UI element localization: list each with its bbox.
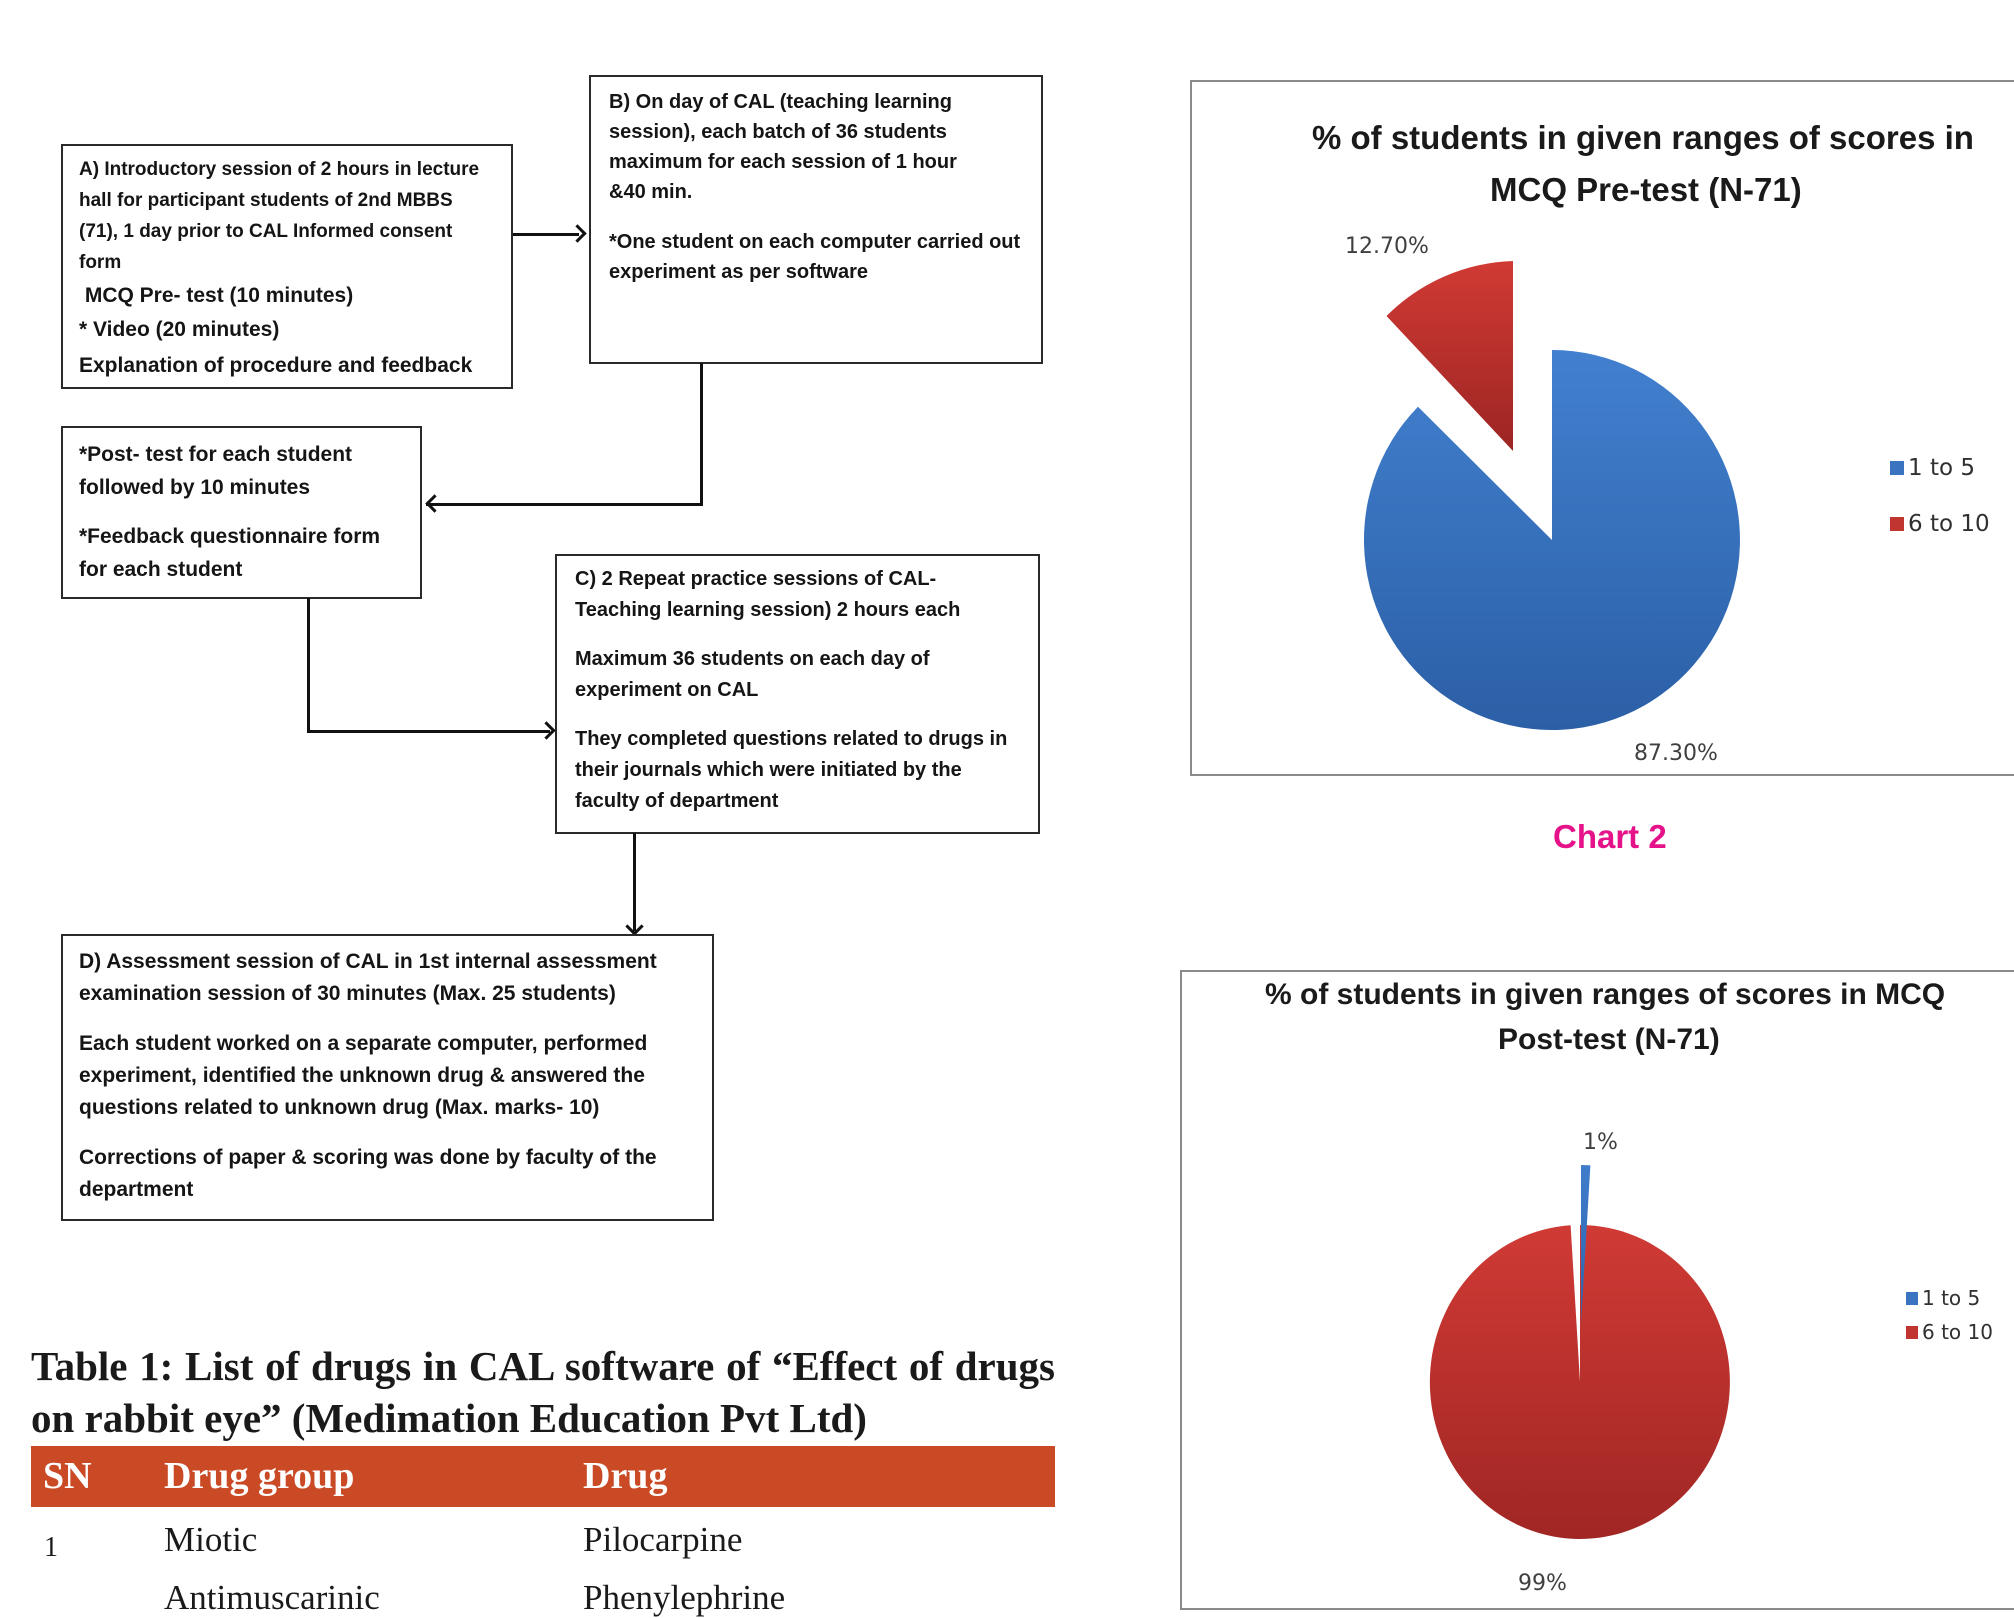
legend-swatch-blue-icon [1906,1292,1918,1305]
table-header-drug: Drug [583,1455,668,1497]
table-title: Table 1: List of drugs in CAL software of “Effect of drugs on rabbit eye” (Medimation Education Pvt Ltd) [31,1343,1055,1441]
legend-label: 1 to 5 [1922,1286,1981,1310]
table-cell-sn: 1 [44,1532,58,1563]
legend-label: 1 to 5 [1908,455,1975,481]
post-box-paragraph: *Post- test for each student followed by 10 minutes [79,443,353,499]
connector-c-to-d [633,833,636,931]
box-b-paragraph: *One student on each computer carried out experiment as per software [609,231,1021,283]
chart-posttest-legend-item-1-to-5 [1906,1286,1980,1310]
table-cell-group: Antimuscarinic [164,1578,380,1617]
box-c-paragraph: C) 2 Repeat practice sessions of CAL- Teaching learning session) 2 hours each [575,568,961,621]
connector-b-down [700,363,703,506]
box-d-paragraph: Each student worked on a separate computer, performed experiment, identified the unknown drug & answered the questions related to unknown drug (Max. marks- 10) [79,1032,648,1119]
box-a-line: hall for participant students of 2nd MBBS [79,190,453,211]
arrowhead-down-icon [625,917,643,935]
connector-post-down [307,598,310,733]
table-cell-drug: Pilocarpine [583,1520,743,1559]
legend-swatch-blue-icon [1890,461,1904,475]
chart-posttest-title-line1: % of students in given ranges of scores in MCQ [1265,978,1946,1011]
flow-box-c-repeat-practice [555,554,1040,834]
chart-pretest-title-line1: % of students in given ranges of scores in [1312,119,1974,156]
legend-label: 6 to 10 [1922,1320,1993,1344]
chart-posttest-title-line2: Post-test (N-71) [1498,1023,1720,1056]
connector-b-to-post [426,503,703,506]
chart-posttest-pie [1380,1160,1760,1560]
chart-pretest-title [1190,112,2014,216]
box-c-paragraph: Maximum 36 students on each day of experiment on CAL [575,648,930,701]
chart-caption: Chart 2 [1553,818,1667,855]
chart-pretest-legend-item-6-to-10 [1890,511,1990,537]
table-header-drug-group: Drug group [164,1455,355,1497]
post-box-paragraph: *Feedback questionnaire form for each student [79,525,381,581]
legend-swatch-red-icon [1906,1326,1918,1339]
table-header-row [31,1446,1055,1507]
table-header-sn: SN [43,1455,92,1497]
table-cell-drug: Phenylephrine [583,1578,786,1617]
arrowhead-right-icon [537,721,555,739]
box-d-paragraph: D) Assessment session of CAL in 1st internal assessment examination session of 30 minutes (Max. 25 students) [79,950,657,1005]
chart-posttest-title [1180,972,2014,1062]
connector-post-to-c [307,730,550,733]
arrowhead-left-icon [425,494,443,512]
pie-slice-6-to-10 [1430,1225,1730,1539]
box-a-line: * Video (20 minutes) [79,318,280,341]
chart-pretest-label-6-to-10: 12.70% [1345,234,1429,259]
box-a-line: (71), 1 day prior to CAL Informed consent [79,221,453,242]
box-b-paragraph: B) On day of CAL (teaching learning session), each batch of 36 students maximum for each session of 1 hour &40 min. [609,91,957,203]
box-a-line: MCQ Pre- test (10 minutes) [79,284,354,307]
flow-box-a-introductory-session [61,144,513,389]
chart-posttest-label-6-to-10: 99% [1518,1571,1567,1596]
box-a-line: A) Introductory session of 2 hours in lecture [79,159,480,180]
flow-box-b-cal-day [589,75,1043,364]
legend-swatch-red-icon [1890,517,1904,531]
chart-posttest-legend-item-6-to-10 [1906,1320,1993,1344]
arrowhead-right-icon [568,224,586,242]
table-cell-group: Miotic [164,1520,258,1559]
pie-slice-1-to-5 [1364,350,1740,730]
box-d-paragraph: Corrections of paper & scoring was done by faculty of the department [79,1146,657,1201]
flow-box-post-test [61,426,422,599]
legend-label: 6 to 10 [1908,511,1990,537]
chart-pretest-label-1-to-5: 87.30% [1634,741,1718,766]
box-a-line: form [79,252,122,273]
box-a-line: Explanation of procedure and feedback [79,354,473,377]
box-c-paragraph: They completed questions related to drugs in their journals which were initiated by the faculty of department [575,728,1008,812]
chart-pretest-title-line2: MCQ Pre-test (N-71) [1490,171,1802,208]
chart-pretest-legend-item-1-to-5 [1890,455,1975,481]
flow-box-d-assessment [61,934,714,1221]
chart-pretest-pie [1330,240,1750,740]
chart-posttest-label-1-to-5: 1% [1583,1130,1618,1155]
